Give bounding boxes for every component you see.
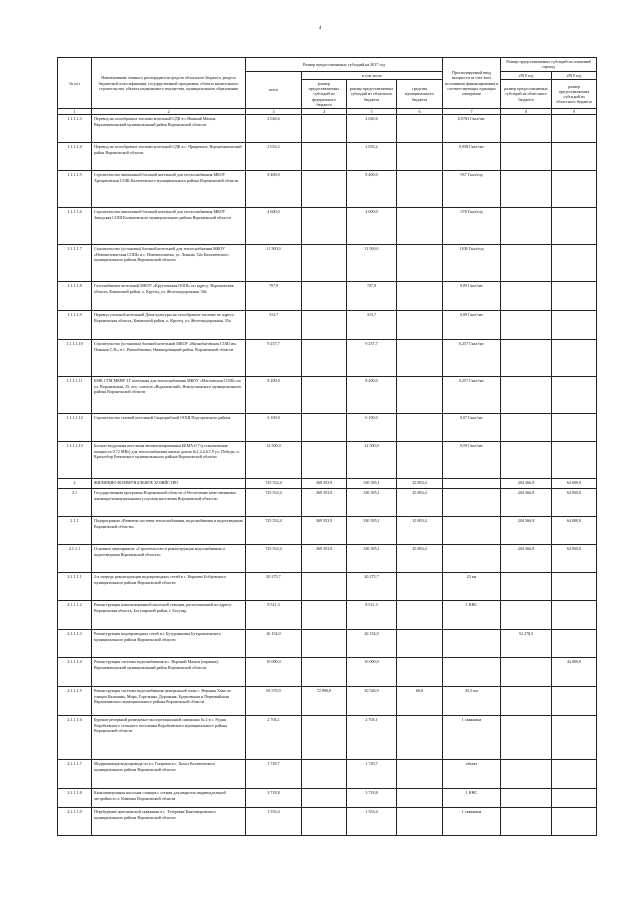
row-total: 6 100,0 xyxy=(246,414,302,442)
row-number: 1.1.1.1.9 xyxy=(58,311,92,340)
row-number: 1.1.1.1.4 xyxy=(58,143,92,171)
row-total: 4 600,0 xyxy=(246,208,302,245)
row-fed xyxy=(302,208,347,245)
row-2019 xyxy=(552,601,597,630)
row-obl: 8 200,0 xyxy=(347,377,397,414)
row-2018 xyxy=(501,377,552,414)
row-total: 9 237,7 xyxy=(246,340,302,377)
row-name: Реконструкция системы водоснабжения в с. Верхний Мамон (окраина), Верхнемамонский муниципальный район Воронежской области xyxy=(92,658,246,687)
row-obl: 8 400,0 xyxy=(347,171,397,208)
row-capacity xyxy=(443,517,501,545)
row-number: 2.1.1 xyxy=(58,517,92,545)
table-row xyxy=(58,479,597,489)
row-mun: 60,0 xyxy=(397,687,443,716)
row-number: 1.1.1.1.7 xyxy=(58,245,92,282)
table-row xyxy=(58,716,597,760)
row-total: 11 500,0 xyxy=(246,245,302,282)
row-number: 2.1.1.1.8 xyxy=(58,789,92,808)
table-row xyxy=(58,808,597,836)
table-row xyxy=(58,545,597,573)
header-obl: размер предоставляемых субсидий из областного бюджета xyxy=(347,79,397,108)
row-obl: 8 521,3 xyxy=(347,601,397,630)
row-capacity xyxy=(443,489,501,517)
row-2019 xyxy=(552,573,597,601)
row-2019 xyxy=(552,760,597,789)
row-fed: 369 353,9 xyxy=(302,517,347,545)
row-2018 xyxy=(501,687,552,716)
row-2018 xyxy=(501,208,552,245)
row-capacity: 1 КНС xyxy=(443,601,501,630)
row-fed xyxy=(302,282,347,311)
row-2018 xyxy=(501,245,552,282)
row-fed xyxy=(302,143,347,171)
row-fed xyxy=(302,630,347,658)
row-name: Строительство (установка) блочной котельной МКОУ «Визнобатовская СОШ им. Пеньков С.В.» в с. Визнобатовка, Нижнедевицкий район, Воронежской области xyxy=(92,340,246,377)
row-capacity: объект xyxy=(443,760,501,789)
table-row xyxy=(58,789,597,808)
row-number: 2.1.1.1.9 xyxy=(58,808,92,836)
table-row xyxy=(58,760,597,789)
page-number: 4 xyxy=(318,26,322,31)
row-capacity: 937 Гкал/год xyxy=(443,171,501,208)
row-2019 xyxy=(552,245,597,282)
row-total: 2 033,2 xyxy=(246,143,302,171)
row-total: 1 553,4 xyxy=(246,808,302,836)
row-number: 2.1.1.1.3 xyxy=(58,630,92,658)
row-2018 xyxy=(501,573,552,601)
row-obl: 707,9 xyxy=(347,282,397,311)
row-obl: 1 749,7 xyxy=(347,760,397,789)
header-fed: размер предоставляемых субсидий из федерального бюджета xyxy=(302,79,347,108)
row-obl: 2 033,2 xyxy=(347,143,397,171)
header-2018-sub: размер предоставляемых субсидий из областного бюджета xyxy=(501,79,552,108)
row-2019 xyxy=(552,716,597,760)
row-total: 3 718,8 xyxy=(246,789,302,808)
row-name: БМК СТМ МКВУ-1Г котельная для теплоснабжения МКОУ «Масловская СОШ» по ул. Воронежская, 25, пос. совхоза «Воронежский» Новоусманского муниципального района Воронежской области xyxy=(92,377,246,414)
row-mun xyxy=(397,311,443,340)
row-name: Строительство (установка) блочной котельной для теплоснабжения МКОУ «Новомеловатская СОШ» в с. Новомеловатка, ул. Ленина, 52а Калачеевского муниципального района Воронежской области xyxy=(92,245,246,282)
row-2019: 44 000,0 xyxy=(552,658,597,687)
row-mun: 25 803,4 xyxy=(397,479,443,489)
header-name: Наименование главного распорядителя средств областного бюджета, раздела бюджетной классификации, государственной программы, объекта капитального строительства, объекта недвижимого имущества, муниципального образования xyxy=(92,58,246,109)
header-total: всего xyxy=(246,71,302,109)
row-2019 xyxy=(552,171,597,208)
row-2018: 204 366,8 xyxy=(501,545,552,573)
table-body xyxy=(58,115,597,836)
row-2018 xyxy=(501,442,552,479)
table-row xyxy=(58,245,597,282)
row-2019 xyxy=(552,143,597,171)
row-name: Перебурение артезианской скважины в с. Тетеревка Кантемировского муниципального района Воронежской области xyxy=(92,808,246,836)
row-fed: 72 990,0 xyxy=(302,687,347,716)
row-obl: 313,7 xyxy=(347,311,397,340)
row-fed xyxy=(302,340,347,377)
row-name: ЖИЛИЩНО-КОММУНАЛЬНОЕ ХОЗЯЙСТВО xyxy=(92,479,246,489)
row-mun xyxy=(397,377,443,414)
row-2019 xyxy=(552,687,597,716)
table-row xyxy=(58,171,597,208)
row-number: 1.1.1.1.10 xyxy=(58,340,92,377)
row-total: 2 704,1 xyxy=(246,716,302,760)
row-number: 2.1.1.1 xyxy=(58,545,92,573)
row-total: 707,9 xyxy=(246,282,302,311)
row-2018 xyxy=(501,808,552,836)
row-mun: 25 803,4 xyxy=(397,545,443,573)
row-mun: 25 803,4 xyxy=(397,517,443,545)
row-capacity: 578 Гкал/год xyxy=(443,208,501,245)
header-2018: 2018 год xyxy=(501,71,552,79)
row-mun xyxy=(397,340,443,377)
row-2019 xyxy=(552,208,597,245)
row-2019 xyxy=(552,340,597,377)
row-name: Основное мероприятие «Строительство и реконструкция водоснабжения и водоотведения Воронежской области» xyxy=(92,545,246,573)
row-number: 1.1.1.1.8 xyxy=(58,282,92,311)
row-capacity: 23 км xyxy=(443,573,501,601)
row-total: 8 200,0 xyxy=(246,377,302,414)
row-name: Реконструкция системы водоснабжения центральной зоны с. Верхняя Хава по улицам Калинина, Мира, Горелкина, Дорожная, Буденовская и Первомайская Верхнехавского муниципального района Воронежской области xyxy=(92,687,246,716)
row-2018 xyxy=(501,115,552,143)
row-obl: 2 026,6 xyxy=(347,115,397,143)
row-number: 2.1.1.1.7 xyxy=(58,760,92,789)
column-number: 3 xyxy=(246,109,302,115)
row-fed xyxy=(302,808,347,836)
row-name: Реконструкция водопроводных сетей в г. Бутурлиновка Бутурлиновского муниципального района Воронежской области xyxy=(92,630,246,658)
row-fed xyxy=(302,601,347,630)
row-obl: 330 395,1 xyxy=(347,545,397,573)
table-row xyxy=(58,414,597,442)
row-total: 20 275,7 xyxy=(246,573,302,601)
table-header xyxy=(58,58,597,115)
column-number: 9 xyxy=(552,109,597,115)
row-name: 2-я очередь реконструкции водопроводных сетей в с. Коршево Бобровского муниципального района Воронежской области xyxy=(92,573,246,601)
header-2019-sub: размер предоставляемых субсидий из областного бюджета xyxy=(552,79,597,108)
table-row xyxy=(58,115,597,143)
row-mun xyxy=(397,601,443,630)
row-mun xyxy=(397,658,443,687)
row-2018: 204 366,8 xyxy=(501,517,552,545)
row-total: 12 500,0 xyxy=(246,442,302,479)
row-obl: 11 500,0 xyxy=(347,245,397,282)
row-obl: 2 704,1 xyxy=(347,716,397,760)
table-row xyxy=(58,311,597,340)
row-mun xyxy=(397,282,443,311)
header-num: № п/п xyxy=(58,58,92,109)
row-number: 1.1.1.1.12 xyxy=(58,414,92,442)
row-capacity: 1 КНС xyxy=(443,789,501,808)
row-fed: 369 353,9 xyxy=(302,545,347,573)
row-2019: 64 000,0 xyxy=(552,479,597,489)
row-fed xyxy=(302,245,347,282)
row-number: 2.1.1.1.5 xyxy=(58,687,92,716)
table-row xyxy=(58,687,597,716)
row-obl: 4 600,0 xyxy=(347,208,397,245)
row-name: Государственная программа Воронежской области «Обеспечение качественными жилищно-коммунальными услугами населения Воронежской области» xyxy=(92,489,246,517)
row-total: 10 000,0 xyxy=(246,658,302,687)
row-2018 xyxy=(501,143,552,171)
row-fed xyxy=(302,573,347,601)
row-obl: 12 500,0 xyxy=(347,442,397,479)
row-2018: 52 278,5 xyxy=(501,630,552,658)
row-2019 xyxy=(552,377,597,414)
row-mun xyxy=(397,208,443,245)
header-mun: средства муниципального бюджета xyxy=(397,79,443,108)
row-obl: 3 718,8 xyxy=(347,789,397,808)
row-fed xyxy=(302,442,347,479)
row-fed xyxy=(302,789,347,808)
row-2018 xyxy=(501,282,552,311)
row-name: Подпрограмма «Развитие системы теплоснабжения, водоснабжения и водоотведения Воронежской области» xyxy=(92,517,246,545)
table-row xyxy=(58,658,597,687)
table-row xyxy=(58,442,597,479)
row-name: Модернизация водопровода по ул. Гагарина в с. Хохол Калачеевского муниципального района Воронежской области xyxy=(92,760,246,789)
row-fed xyxy=(302,716,347,760)
row-2018: 204 366,8 xyxy=(501,489,552,517)
column-number: 8 xyxy=(501,109,552,115)
row-mun xyxy=(397,630,443,658)
row-mun xyxy=(397,808,443,836)
row-capacity: 0,058 Гкал/час xyxy=(443,143,501,171)
row-number: 2.1 xyxy=(58,489,92,517)
row-capacity: 1 скважина xyxy=(443,808,501,836)
row-mun xyxy=(397,789,443,808)
row-number: 1.1.1.1.11 xyxy=(58,377,92,414)
row-number: 2 xyxy=(58,479,92,489)
row-capacity: 0,257 Гкал/час xyxy=(443,377,501,414)
row-fed xyxy=(302,760,347,789)
row-number: 1.1.1.1.5 xyxy=(58,171,92,208)
subsidy-table xyxy=(57,57,597,836)
row-number: 1.1.1.1.6 xyxy=(58,208,92,245)
row-mun xyxy=(397,573,443,601)
row-number: 2.1.1.1.2 xyxy=(58,601,92,630)
row-2018 xyxy=(501,658,552,687)
row-2018 xyxy=(501,171,552,208)
row-obl: 10 000,0 xyxy=(347,658,397,687)
row-capacity: 0,0763 Гкал/час xyxy=(443,115,501,143)
row-2018 xyxy=(501,760,552,789)
row-capacity: 0,07 Гкал/час xyxy=(443,414,501,442)
column-number: 1 xyxy=(58,109,92,115)
row-name: Газоснабжение котельной МКОУ «Крутчанская ООШ» по адресу: Воронежская область, Каменский район, х. Крутец, ул. Железнодорожная, 38а xyxy=(92,282,246,311)
row-2018: 204 366,8 xyxy=(501,479,552,489)
row-capacity: 0,59 Гкал/час xyxy=(443,442,501,479)
row-number: 1.1.1.1.13 xyxy=(58,442,92,479)
row-obl: 26 154,0 xyxy=(347,630,397,658)
row-2019 xyxy=(552,282,597,311)
row-total: 93 576,9 xyxy=(246,687,302,716)
row-obl: 20 275,7 xyxy=(347,573,397,601)
row-total: 725 552,4 xyxy=(246,545,302,573)
row-name: Строительство автономной блочной котельной для теплоснабжения МКОУ Заводская СОШ Калачеевского муниципального района Воронежской области xyxy=(92,208,246,245)
row-capacity: 0,09 Гкал/час xyxy=(443,311,501,340)
row-total: 725 552,4 xyxy=(246,517,302,545)
row-name: Бурение резервной разведочно-эксплуатационной скважины № 2 в с. Рудня Воробьевского сельского поселения Воробьевского муниципального района Воронежской области xyxy=(92,716,246,760)
row-name: Реконструкция канализационной насосной станции, расположенной по адресу: Воронежская область, Богучарский район, г. Богучар xyxy=(92,601,246,630)
row-name: Строительство газовой котельной Скорорыбской ООШ Подгоренского района xyxy=(92,414,246,442)
row-mun xyxy=(397,115,443,143)
row-number: 2.1.1.1.1 xyxy=(58,573,92,601)
row-2018 xyxy=(501,311,552,340)
column-number: 7 xyxy=(443,109,501,115)
row-2019 xyxy=(552,630,597,658)
header-capacity: Прогнозируемый ввод мощности за счет всех источников финансирования в соответствующих единицах измерения xyxy=(443,58,501,109)
row-2018 xyxy=(501,789,552,808)
row-name: Блочно-модульная котельная автоматизированная ББМА-0,7 (установленная мощность 0,72 МВт) для теплоснабжения жилых домов №1,2,4,6,7,9 ул. Победы, п. Краснобор Рамонского муниципального района Воронежской области xyxy=(92,442,246,479)
row-mun xyxy=(397,716,443,760)
table-row xyxy=(58,601,597,630)
row-capacity: 1108 Гкал/год xyxy=(443,245,501,282)
row-name: Строительство автономной блочной котельной для теплоснабжения МКОУ Хрещатовская СОШ Калачеевского муниципального района Воронежской области xyxy=(92,171,246,208)
column-number: 6 xyxy=(397,109,443,115)
row-2018 xyxy=(501,414,552,442)
row-obl: 1 553,4 xyxy=(347,808,397,836)
row-2018 xyxy=(501,716,552,760)
row-obl: 330 395,1 xyxy=(347,479,397,489)
row-name: Перевод на газообразное топливо котельной СДК в с. Приречное, Верхнемамонский район Воронежской области xyxy=(92,143,246,171)
row-fed xyxy=(302,311,347,340)
row-2019: 64 000,0 xyxy=(552,545,597,573)
row-2019: 64 000,0 xyxy=(552,489,597,517)
table-row xyxy=(58,630,597,658)
table-row xyxy=(58,208,597,245)
row-total: 313,7 xyxy=(246,311,302,340)
row-capacity: 1 скважина xyxy=(443,716,501,760)
row-obl: 20 526,9 xyxy=(347,687,397,716)
row-mun xyxy=(397,442,443,479)
row-mun xyxy=(397,760,443,789)
row-2019 xyxy=(552,414,597,442)
row-total: 8 521,3 xyxy=(246,601,302,630)
row-obl: 330 395,1 xyxy=(347,517,397,545)
row-2018 xyxy=(501,340,552,377)
row-total: 26 154,0 xyxy=(246,630,302,658)
header-2017-group: Размер предоставляемых субсидий на 2017 год xyxy=(246,58,443,72)
row-total: 8 400,0 xyxy=(246,171,302,208)
table-row xyxy=(58,340,597,377)
row-mun xyxy=(397,414,443,442)
row-fed xyxy=(302,658,347,687)
row-capacity xyxy=(443,658,501,687)
row-number: 2.1.1.1.4 xyxy=(58,658,92,687)
row-mun xyxy=(397,245,443,282)
row-fed xyxy=(302,414,347,442)
row-fed: 369 353,9 xyxy=(302,479,347,489)
column-number: 2 xyxy=(92,109,246,115)
row-capacity xyxy=(443,545,501,573)
table-row xyxy=(58,377,597,414)
table-row xyxy=(58,143,597,171)
row-fed xyxy=(302,115,347,143)
row-number: 2.1.1.1.6 xyxy=(58,716,92,760)
header-2019: 2019 год xyxy=(552,71,597,79)
table-row xyxy=(58,573,597,601)
row-name: Канализационная насосная станция с сетями для квартала индивидуальной застройки в г.т. Каменка Воронежской области xyxy=(92,789,246,808)
row-mun xyxy=(397,171,443,208)
row-capacity: 0,257 Гкал/час xyxy=(443,340,501,377)
header-plan-group: Размер предоставляемых субсидий на плановый период xyxy=(501,58,597,72)
row-2019: 64 000,0 xyxy=(552,517,597,545)
header-incl: в том числе xyxy=(302,71,443,79)
table-row xyxy=(58,489,597,517)
table-row xyxy=(58,517,597,545)
row-fed: 369 353,9 xyxy=(302,489,347,517)
row-obl: 9 237,7 xyxy=(347,340,397,377)
row-2019 xyxy=(552,808,597,836)
row-2019 xyxy=(552,115,597,143)
row-2018 xyxy=(501,601,552,630)
row-name: Перевод угольной котельной Дома культуры на газообразное топливо по адресу: Воронежская область, Каменский район, х. Крутец, ул. Железнодорожная, 35а xyxy=(92,311,246,340)
column-number: 5 xyxy=(347,109,397,115)
row-mun: 25 803,4 xyxy=(397,489,443,517)
row-2019 xyxy=(552,311,597,340)
row-total: 2 026,6 xyxy=(246,115,302,143)
row-2019 xyxy=(552,442,597,479)
row-capacity: 0,09 Гкал/час xyxy=(443,282,501,311)
row-fed xyxy=(302,171,347,208)
row-number: 1.1.1.1.3 xyxy=(58,115,92,143)
row-name: Перевод на газообразное топливо котельной СДК в с.Нижний Мамон, Верхнемамонский муниципальный район Воронежской области xyxy=(92,115,246,143)
row-total: 725 552,4 xyxy=(246,479,302,489)
row-2019 xyxy=(552,789,597,808)
row-mun xyxy=(397,143,443,171)
table-row xyxy=(58,282,597,311)
row-total: 725 552,4 xyxy=(246,489,302,517)
row-total: 1 749,7 xyxy=(246,760,302,789)
column-number: 4 xyxy=(302,109,347,115)
row-fed xyxy=(302,377,347,414)
row-obl: 6 100,0 xyxy=(347,414,397,442)
row-capacity xyxy=(443,630,501,658)
row-capacity: 45,5 км xyxy=(443,687,501,716)
row-obl: 330 395,1 xyxy=(347,489,397,517)
row-capacity xyxy=(443,479,501,489)
